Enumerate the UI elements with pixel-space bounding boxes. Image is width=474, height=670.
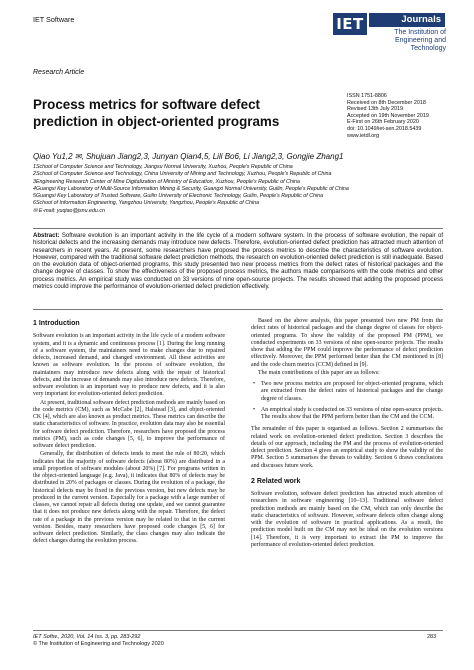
title-line-2: prediction in object-oriented programs: [33, 113, 280, 129]
affiliation-1: 1School of Computer Science and Technology, Jiangsu Normal University, Xuzhou, People's Republic of China: [33, 164, 293, 170]
paragraph: Generally, the distribution of defects tends to meet the rule of 80:20, which indicates that the majority of software defects (about 80%) are distributed in a small proportion of software modules (about 20%) [7]. For programs written in the object-oriented language (e.g. Java), it indicates that 80% of defects may be distributed in 20% of packages or classes. During the evolution of a package, the historical defects may be fixed in the previous version, but new defects may be produced in the current version. Especially for a package with a large number of classes, we cannot repair all defects during one update, and we cannot guarantee that it does not produce new defects along with the repair. Therefore, the defect rate of a package in the previous version may be related to that in the current version. Besides, many researchers have proposed code changes [5, 6] for software defect prediction. Similarly, the class changes may also indicate the defect changes during the evolution process.: [33, 451, 225, 545]
iet-journals-logo[interactable]: [333, 12, 445, 54]
affiliation-6: 6School of Information Engineering, Yangzhou University, Yangzhou, People's Republic of China: [33, 200, 260, 207]
contribution-bullet: • Two new process metrics are proposed for object-oriented programs, which are extracted from the defect rates of historical packages and the change degree of classes.: [251, 381, 443, 403]
author-list: Qiao Yu1,2 ✉, Shujuan Jiang2,3, Junyan Qian4,5, Lili Bo6, Li Jiang2,3, Gongjie Zhang1: [33, 152, 344, 161]
paragraph: Software evolution is an important activity in the life cycle of a modern software system, and it is a dynamic and continuous process [1]. During the long running of a software system, the maintainers need to make changes due to repaired defects, increased demand, and changed environment. All these activities are known as software evolution. In the process of software evolution, the maintainers may introduce new defects along with the repair of historical defects, and the increase of demands may also introduce new defects. Therefore, software evolution is an important way to produce new defects, and it is also very important for evolution-oriented defect prediction.: [33, 333, 225, 398]
revised-date: Revised 13th July 2019: [347, 106, 404, 113]
affiliation-3: 3Engineering Research Center of Mine Digitalization of Ministry of Education, Xuzhou, People's Republic of China: [33, 178, 300, 185]
accepted-date: Accepted on 19th November 2019: [347, 112, 429, 119]
paragraph: At present, traditional software defect prediction methods are mainly based on the code metrics (CM), such as McCabe [2], Halstead [3], and object-oriented CK [4], which are also known as product metrics. These metrics can describe the static characteristics of software. In practice, evolution data may also be essential for software defect prediction. Therefore, researchers have proposed the process metrics (PM), such as code changes [5, 6], to improve the performance of software defect prediction.: [33, 399, 225, 449]
article-type: Research Article: [33, 69, 85, 76]
abstract-top-rule: [33, 228, 443, 229]
footer: [33, 634, 164, 648]
page-number: 283: [427, 634, 437, 640]
footer-rule: [33, 630, 443, 631]
paragraph: The remainder of this paper is organised as follows. Section 2 summarises the related work on evolution-oriented defect prediction. Section 3 describes the details of our approach, including the PM and the process of evolution-oriented defect prediction. Section 4 gives an empirical study to show the validity of the PPM. Section 5 summarises the threats to validity. Section 6 draws conclusions and discusses future work.: [251, 426, 443, 469]
email-link[interactable]: ✉ E-mail: yuqiao@jsnu.edu.cn: [33, 207, 105, 214]
title-line-1: Process metrics for software defect: [33, 97, 260, 112]
issn: ISSN 1751-8806: [347, 93, 387, 99]
contribution-bullet: • An empirical study is conducted on 33 versions of nine open-source projects. The results show that the PPM perform better than the CM and the CCM.: [251, 407, 443, 422]
affiliations: [33, 164, 453, 215]
journals-label: Journals: [369, 13, 445, 27]
paragraph: The main contributions of this paper are as follows:: [258, 369, 380, 376]
doi-link[interactable]: doi: 10.1049/iet-sen.2018.5439: [347, 125, 422, 132]
affiliation-5: 5Guangxi Key Laboratory of Trusted Software, Guilin University of Electronic Technology, Guilin, People's Republic of China: [33, 193, 324, 200]
abstract: [33, 233, 443, 291]
institution-name: [370, 29, 446, 54]
paragraph: Based on the above analysis, this paper presented two new PM from the defect rates of historical packages and the change degree of classes for object-oriented programs. To show the validity of the proposed PM (PPM), we conducted experiments on 33 versions of nine open-source projects. The results show that adding the PPM could improve the performance of defect prediction effectively. Moreover, the PPM performed better than the CM mentioned in [8] and the code churn metrics (CCM) defined in [9].: [251, 318, 443, 368]
article-metadata: [347, 93, 457, 139]
institution-line-2: Engineering and Technology: [395, 37, 446, 53]
section-heading-introduction: 1 Introduction: [33, 320, 80, 327]
efirst-date: E-First on 26th February 2020: [347, 119, 419, 126]
affiliation-4: 4Guangxi Key Laboratory of Multi-Source Information Mining & Security, Guangxi Normal University, Guilin, People's Republic of China: [33, 185, 349, 192]
section-heading-related-work: 2 Related work: [251, 477, 301, 485]
iet-logo-mark: IET: [333, 13, 367, 35]
paragraph: Software evolution, software defect prediction has attracted much attention of researchers in software engineering [10–13]. Traditional software defect prediction methods are mainly based on the CM, which can only describe the static characteristics of software. However, software defects often change along with the evolution of software in practical applications. As a result, the prediction model built on the CM may not be ideal on the evolution versions [14]. Therefore, it is very important to extract the PM to improve the performance of evolution-oriented defect prediction.: [251, 491, 443, 548]
paper-title: [33, 97, 333, 130]
institution-line-1: The Institution of: [394, 29, 446, 36]
right-column: [251, 318, 443, 550]
website-link[interactable]: www.ietdl.org: [347, 132, 380, 139]
abstract-text: Software evolution is an important activity in the life cycle of a modern software system. In the process of software evolution, the repair of historical defects and the increasing demands may introduce new defects. Therefore, evolution-oriented defect prediction has attracted much attention of researchers in recent years. At present, some researchers have proposed the process metrics to describe the characteristics of software evolution. However, compared with the traditional software defect prediction methods, the research on evolution-oriented defect prediction is still inadequate. Based on the evolution data of object-oriented programs, this study presented two new process metrics from the defect rates of historical packages and the change degree of classes. To show the effectiveness of the proposed process metrics, the authors made comparisons with the code metrics and other process metrics. An empirical study was conducted on 33 versions of nine open-source projects. The results showed that adding the proposed process metrics could improve the performance of evolution-oriented defect prediction effectively.: [33, 233, 443, 291]
received-date: Received on 8th December 2018: [347, 99, 426, 106]
affiliation-2: 2School of Computer Science and Technology, China University of Mining and Technology, Xuzhou, People's Republic of China: [33, 171, 332, 178]
abstract-bottom-rule: [33, 309, 443, 310]
journal-name: IET Software: [33, 15, 75, 24]
footer-copyright: © The Institution of Engineering and Technology 2020: [33, 641, 164, 647]
footer-citation: IET Softw., 2020, Vol. 14 Iss. 3, pp. 283-292: [33, 634, 141, 640]
left-column: [33, 318, 225, 547]
abstract-label: Abstract:: [33, 233, 60, 239]
